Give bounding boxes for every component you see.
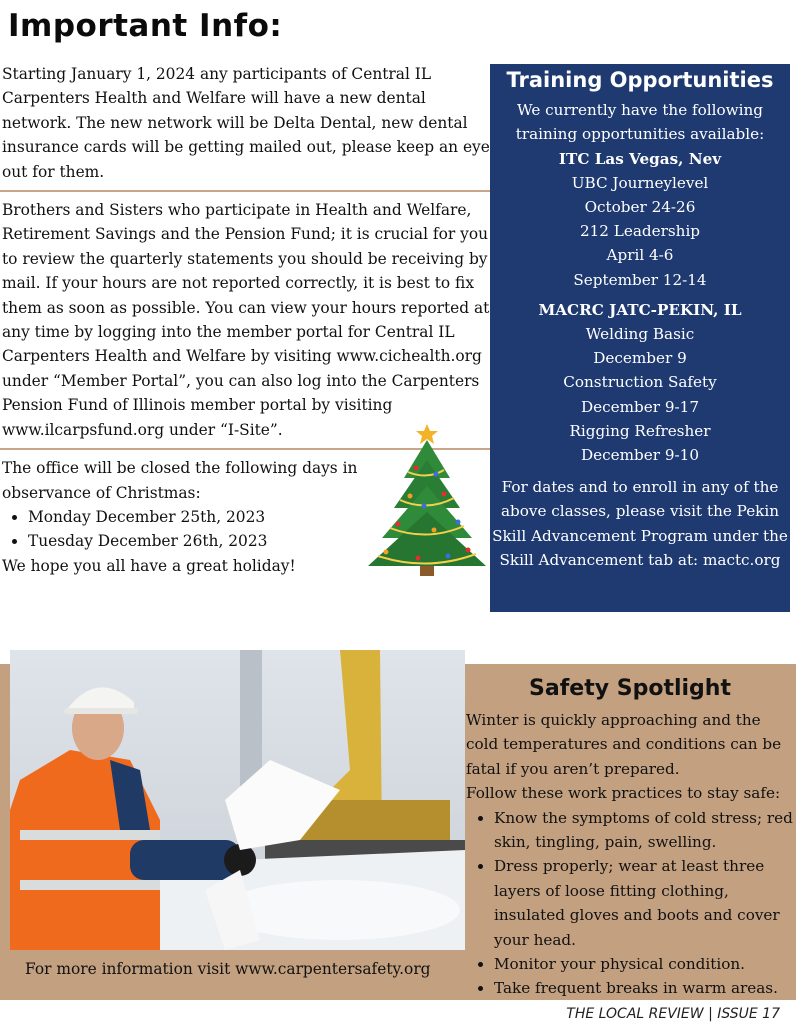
safety-spotlight-title: Safety Spotlight xyxy=(529,676,731,701)
course-name: Rigging Refresher xyxy=(569,421,711,440)
enroll-instructions: For dates and to enroll in any of the above classes, please visit the Pekin Skill Advancement Program under the Skill Advancement tab at: mactc.org xyxy=(492,478,788,569)
section-divider xyxy=(0,190,490,192)
safety-tip: • Take frequent breaks in warm areas. xyxy=(494,976,794,1000)
statements-notice: Brothers and Sisters who participate in Health and Welfare, Retirement Savings and the Pension Fund; it is crucial for you to review the quarterly statements you should be receiving by mail. If your hours are not reported correctly, it is best to fix them as soon as possible. You can view your hours reported at any time by logging into the member portal for Central IL Carpenters Health and Welfare by visiting www.cichealth.org under “Member Portal”, you can also log into the Carpenters Pension Fund of Illinois member portal by visiting www.ilcarpsfund.org under “I-Site”. xyxy=(2,201,490,439)
course-name: Welding Basic xyxy=(585,325,695,344)
training-location-pekin: MACRC JATC-PEKIN, IL xyxy=(538,300,742,319)
closed-intro: The office will be closed the following days in observance of Christmas: xyxy=(2,459,358,502)
safety-intro: Winter is quickly approaching and the cold temperatures and conditions can be fatal if you aren’t prepared. xyxy=(466,711,782,778)
closed-notice xyxy=(2,456,362,578)
more-info-link-text: For more information visit www.carpentersafety.org xyxy=(25,960,431,978)
training-title: Training Opportunities xyxy=(506,68,774,92)
closed-day: • Tuesday December 26th, 2023 xyxy=(28,529,362,553)
course-dates: September 12-14 xyxy=(573,270,707,289)
course-name: Construction Safety xyxy=(563,373,717,392)
course-dates: October 24-26 xyxy=(584,198,696,217)
christmas-tree-icon xyxy=(364,420,490,580)
course-name: UBC Journeylevel xyxy=(571,173,709,192)
course-dates: April 4-6 xyxy=(606,246,674,265)
worker-in-snow-photo xyxy=(10,650,465,950)
course-dates: December 9-10 xyxy=(581,446,699,465)
page-title: Important Info: xyxy=(8,8,283,44)
footer-issue: THE LOCAL REVIEW | ISSUE 17 xyxy=(566,1006,780,1022)
closed-days-list xyxy=(2,505,362,554)
dental-notice: Starting January 1, 2024 any participants of Central IL Carpenters Health and Welfare will have a new dental network. The new network will be Delta Dental, new dental insurance cards will be getting mailed out, please keep an eye out for them. xyxy=(2,65,490,181)
safety-tips-list xyxy=(466,806,794,1001)
safety-tip: • Monitor your physical condition. xyxy=(494,952,794,976)
course-name: 212 Leadership xyxy=(579,222,701,241)
safety-spotlight-body xyxy=(466,708,794,1001)
course-dates: December 9 xyxy=(593,349,687,368)
course-dates: December 9-17 xyxy=(581,397,699,416)
training-opportunities-panel xyxy=(490,64,790,612)
closed-day: • Monday December 25th, 2023 xyxy=(28,505,362,529)
holiday-greeting: We hope you all have a great holiday! xyxy=(2,556,296,575)
training-intro: We currently have the following training opportunities available: xyxy=(515,101,765,144)
safety-tip: • Know the symptoms of cold stress; red skin, tingling, pain, swelling. xyxy=(494,806,794,855)
training-location-las-vegas: ITC Las Vegas, Nev xyxy=(558,149,722,168)
safety-tip: • Dress properly; wear at least three layers of loose fitting clothing, insulated gloves and boots and cover your head. xyxy=(494,854,794,952)
safety-follow: Follow these work practices to stay safe: xyxy=(466,784,781,803)
